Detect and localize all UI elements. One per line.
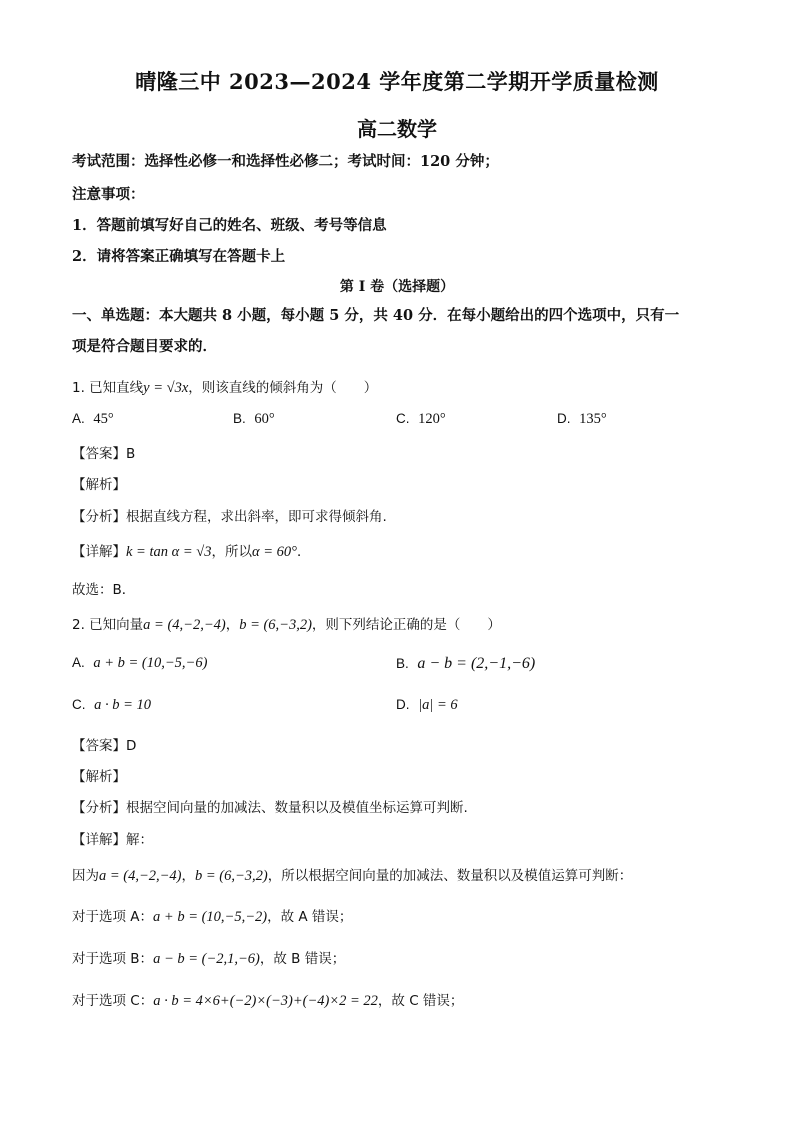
q2-because: 因为a = (4,−2,−4)，b = (6,−3,2)，所以根据空间向量的加减法、数量积以及模值运算可判断： xyxy=(72,868,633,884)
q2-check-c: 对于选项 C：a · b = 4×6+(−2)×(−3)+(−4)×2 = 22，故 C 错误； xyxy=(72,993,464,1009)
q1-slope-formula: k = tan α = √3 xyxy=(126,544,212,560)
q2-analysis-tag: 【解析】 xyxy=(72,769,126,785)
q2-check-b: 对于选项 B：a − b = (−2,1,−6)，故 B 错误； xyxy=(72,951,346,967)
q1-line-equation: y = √3x xyxy=(143,380,189,396)
notice-title: 注意事项： xyxy=(72,186,145,203)
section-intro-line2: 项是符合题目要求的． xyxy=(72,338,217,355)
q2-answer: 【答案】D xyxy=(72,738,137,754)
exam-subject: 高二数学 xyxy=(357,117,437,141)
q1-option-c: C. 120° xyxy=(396,411,446,427)
q2-vector-a: a = (4,−2,−4) xyxy=(143,617,226,633)
q2-detail-tag: 【详解】解： xyxy=(72,832,153,848)
q1-choice: 故选：B． xyxy=(72,582,136,598)
q2-vector-b: b = (6,−3,2) xyxy=(239,617,312,633)
q1-option-d: D. 135° xyxy=(557,411,607,427)
q2-fenxi: 【分析】根据空间向量的加减法、数量积以及模值坐标运算可判断. xyxy=(72,800,468,816)
q1-detail: 【详解】k = tan α = √3，所以α = 60°． xyxy=(72,544,311,560)
section-intro-line1: 一、单选题：本大题共 8 小题，每小题 5 分，共 40 分．在每小题给出的四个选项中，只有一 xyxy=(72,307,680,324)
q2-option-d: D. |a| = 6 xyxy=(396,697,458,713)
q1-stem xyxy=(72,376,377,397)
q2-option-a: A. a + b = (10,−5,−6) xyxy=(72,655,208,671)
exam-scope: 考试范围：选择性必修一和选择性必修二；考试时间：120 分钟； xyxy=(72,153,499,170)
q1-analysis-tag: 【解析】 xyxy=(72,477,126,493)
notice-item-2: 2．请将答案正确填写在答题卡上 xyxy=(72,248,286,265)
notice-item-1: 1．答题前填写好自己的姓名、班级、考号等信息 xyxy=(72,217,387,234)
q1-fenxi: 【分析】根据直线方程，求出斜率，即可求得倾斜角. xyxy=(72,509,387,525)
exam-title: 晴隆三中 2023—2024 学年度第二学期开学质量检测 xyxy=(135,69,659,94)
q1-answer: 【答案】B xyxy=(72,446,136,462)
volume-heading: 第 I 卷（选择题） xyxy=(339,279,455,295)
q2-option-c: C. a · b = 10 xyxy=(72,697,152,713)
q1-option-a: A. 45° xyxy=(72,411,114,427)
q1-stem-post: ，则该直线的倾斜角为（ ） xyxy=(188,380,378,396)
q2-check-a: 对于选项 A：a + b = (10,−5,−2)，故 A 错误； xyxy=(72,909,353,925)
q2-option-b: B. a − b = (2,−1,−6) xyxy=(396,655,536,672)
q1-angle-result: α = 60° xyxy=(251,544,297,560)
q2-stem: 2. 已知向量a = (4,−2,−4)，b = (6,−3,2)，则下列结论正确的是（ ） xyxy=(72,617,501,633)
q1-option-b: B. 60° xyxy=(233,411,275,427)
q1-stem-pre: 1. 已知直线 xyxy=(72,380,144,396)
